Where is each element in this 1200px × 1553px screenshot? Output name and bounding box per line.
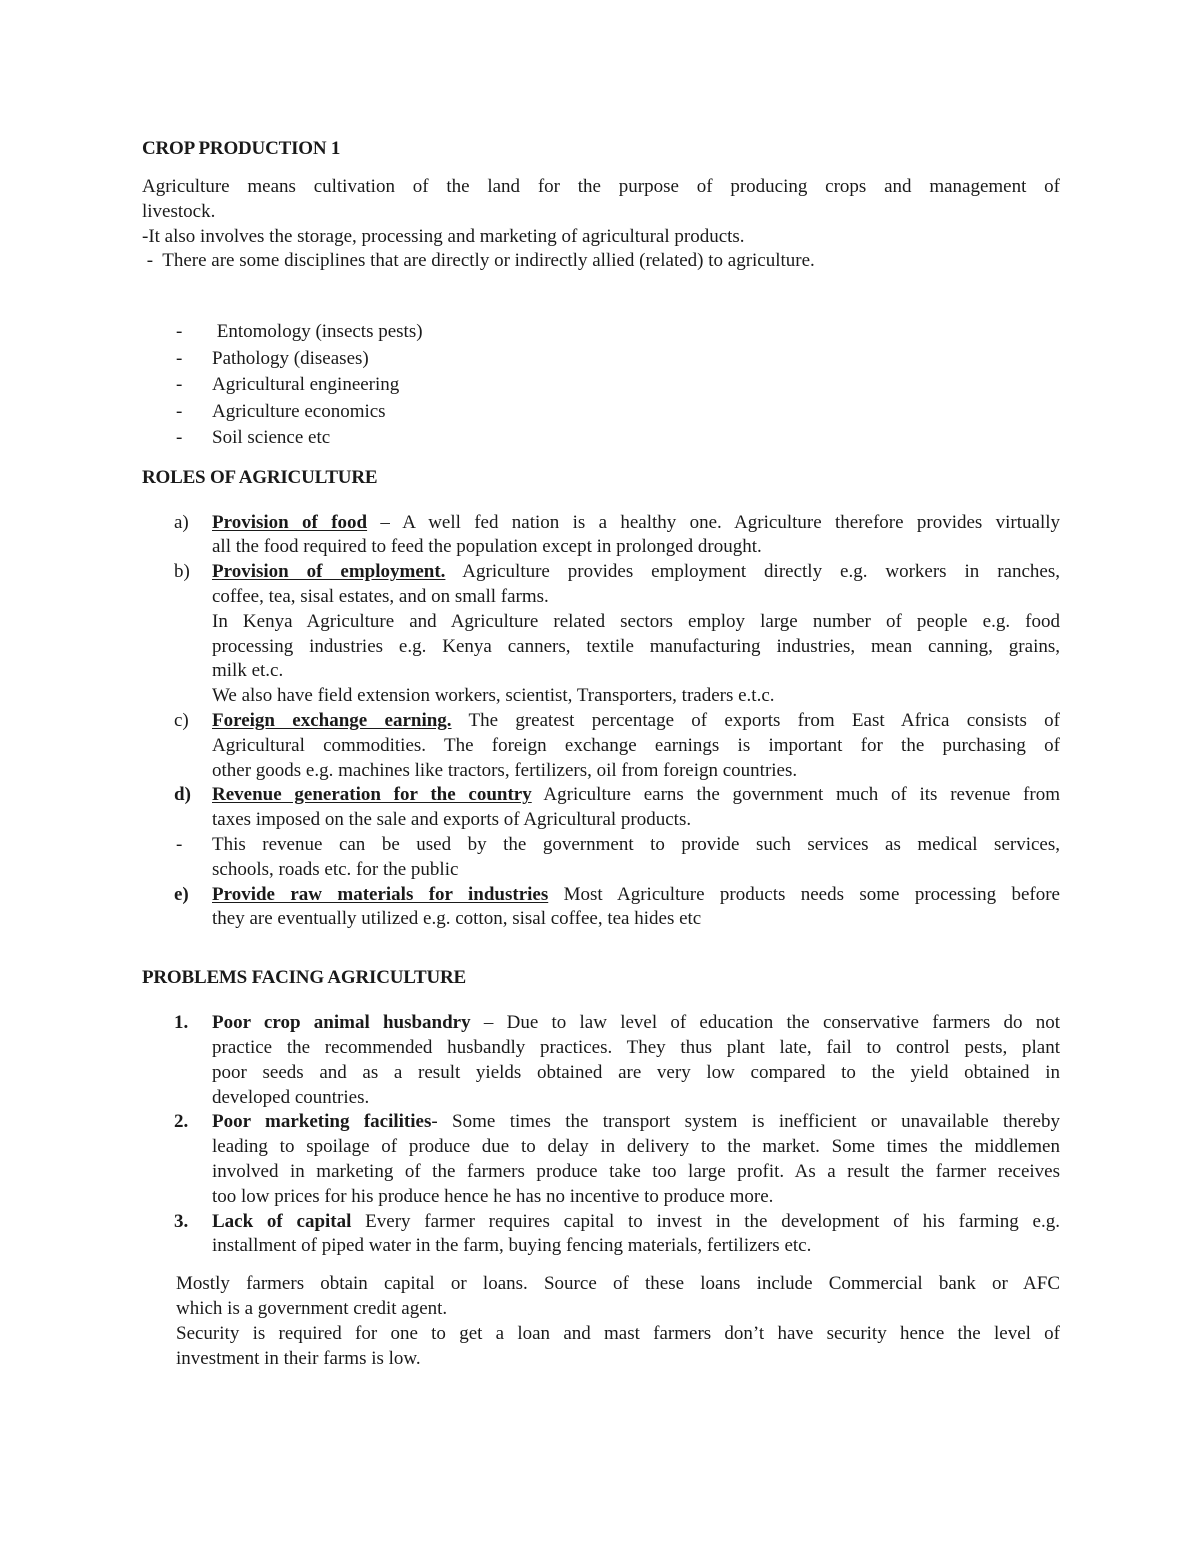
role-text: Agriculture provides employment directly e.g. workers in ranches,: [445, 561, 1060, 583]
role-keyword: Provision of employment.: [212, 561, 446, 583]
closing-paragraph: [142, 1272, 1060, 1371]
closing-line: Mostly farmers obtain capital or loans. Source of these loans include Commercial bank or AFC: [176, 1273, 1060, 1295]
list-item-text: Agriculture economics: [212, 400, 386, 422]
role-item-b: [142, 560, 1060, 709]
list-number: 3.: [174, 1210, 189, 1232]
list-item-text: Pathology (diseases): [212, 347, 369, 369]
list-item: [142, 372, 1060, 399]
problem-text: – Due to law level of education the conservative farmers do not: [470, 1012, 1060, 1034]
list-dash: -: [176, 374, 183, 396]
closing-line: Security is required for one to get a loan and mast farmers don’t have security hence the level of: [176, 1322, 1060, 1344]
role-item-e: [142, 883, 1060, 933]
problem-text: too low prices for his produce hence he has no incentive to produce more.: [212, 1185, 774, 1207]
closing-line: investment in their farms is low.: [176, 1347, 421, 1369]
role-text: Most Agriculture products needs some processing before: [548, 883, 1060, 905]
problem-keyword: Lack of capital: [212, 1210, 352, 1232]
list-item-text: Entomology (insects pests): [212, 321, 423, 343]
problems-heading: PROBLEMS FACING AGRICULTURE: [142, 967, 466, 989]
intro-line: -It also involves the storage, processing and marketing of agricultural products.: [142, 225, 745, 247]
problem-item-1: [142, 1011, 1060, 1110]
role-text: all the food required to feed the population except in prolonged drought.: [212, 536, 762, 558]
problem-text: - Some times the transport system is inefficient or unavailable thereby: [431, 1111, 1060, 1133]
list-dash: -: [176, 427, 183, 449]
problem-item-2: [142, 1110, 1060, 1209]
disciplines-list: [142, 319, 1060, 452]
list-item-text: Agricultural engineering: [212, 374, 400, 396]
list-dash: -: [176, 321, 183, 343]
problem-keyword: Poor marketing facilities: [212, 1111, 432, 1133]
role-text: coffee, tea, sisal estates, and on small farms.: [212, 586, 549, 608]
role-text: other goods e.g. machines like tractors, fertilizers, oil from foreign countries.: [212, 759, 798, 781]
role-text: We also have field extension workers, scientist, Transporters, traders e.t.c.: [212, 685, 775, 707]
list-item: [142, 425, 1060, 452]
list-item-text: Soil science etc: [212, 427, 331, 449]
list-dash: -: [176, 400, 183, 422]
problems-list: [142, 1011, 1060, 1259]
list-dash: -: [176, 347, 183, 369]
list-marker: d): [174, 784, 191, 806]
list-number: 2.: [174, 1111, 189, 1133]
role-item-d-note: [142, 833, 1060, 883]
list-item: [142, 399, 1060, 426]
role-text: This revenue can be used by the government to provide such services as medical services,: [212, 834, 1060, 856]
role-item-c: [142, 709, 1060, 783]
intro-line: Agriculture means cultivation of the land for the purpose of producing crops and management of: [142, 176, 1060, 197]
role-text: – A well fed nation is a healthy one. Agriculture therefore provides virtually: [367, 511, 1061, 533]
problem-text: practice the recommended husbandly practices. They thus plant late, fail to control pests, plant: [212, 1037, 1060, 1059]
role-item-d: [142, 783, 1060, 833]
role-keyword: Provide raw materials for industries: [212, 883, 549, 905]
problem-text: involved in marketing of the farmers produce take too large profit. As a result the farmer receives: [212, 1161, 1060, 1183]
problem-item-3: [142, 1210, 1060, 1260]
intro-line: - There are some disciplines that are directly or indirectly allied (related) to agriculture.: [142, 250, 815, 272]
closing-line: which is a government credit agent.: [176, 1298, 448, 1319]
document-page: [142, 136, 1060, 1371]
problem-text: poor seeds and as a result yields obtained are very low compared to the yield obtained in: [212, 1061, 1060, 1083]
list-marker: c): [174, 710, 189, 732]
document-title: CROP PRODUCTION 1: [142, 138, 341, 159]
roles-heading: ROLES OF AGRICULTURE: [142, 466, 378, 488]
role-text: milk et.c.: [212, 660, 284, 682]
problem-text: installment of piped water in the farm, buying fencing materials, fertilizers etc.: [212, 1235, 812, 1257]
list-marker: a): [174, 511, 189, 533]
list-marker: e): [174, 883, 189, 905]
list-marker: b): [174, 561, 190, 583]
intro-paragraph: [142, 175, 1060, 274]
role-keyword: Foreign exchange earning.: [212, 710, 452, 732]
role-text: they are eventually utilized e.g. cotton, sisal coffee, tea hides etc: [212, 908, 702, 930]
role-keyword: Provision of food: [212, 511, 368, 533]
problem-keyword: Poor crop animal husbandry: [212, 1012, 471, 1034]
problem-text: leading to spoilage of produce due to delay in delivery to the market. Some times the middlemen: [212, 1136, 1060, 1158]
list-item: [142, 346, 1060, 373]
role-text: The greatest percentage of exports from East Africa consists of: [451, 710, 1060, 732]
roles-list: [142, 511, 1060, 933]
list-item: [142, 319, 1060, 346]
list-dash: -: [176, 834, 183, 856]
problem-text: Every farmer requires capital to invest in the development of his farming e.g.: [351, 1210, 1060, 1232]
role-text: taxes imposed on the sale and exports of Agricultural products.: [212, 809, 692, 831]
role-text: Agriculture earns the government much of its revenue from: [531, 784, 1060, 806]
role-text: processing industries e.g. Kenya canners, textile manufacturing industries, mean canning, grains,: [212, 635, 1060, 657]
problem-text: developed countries.: [212, 1086, 370, 1108]
role-text: In Kenya Agriculture and Agriculture related sectors employ large number of people e.g. food: [212, 610, 1060, 632]
role-text: schools, roads etc. for the public: [212, 858, 459, 880]
list-number: 1.: [174, 1012, 189, 1034]
role-text: Agricultural commodities. The foreign exchange earnings is important for the purchasing of: [212, 734, 1060, 756]
role-item-a: [142, 511, 1060, 561]
intro-line: livestock.: [142, 200, 216, 222]
role-keyword: Revenue generation for the country: [212, 784, 532, 806]
